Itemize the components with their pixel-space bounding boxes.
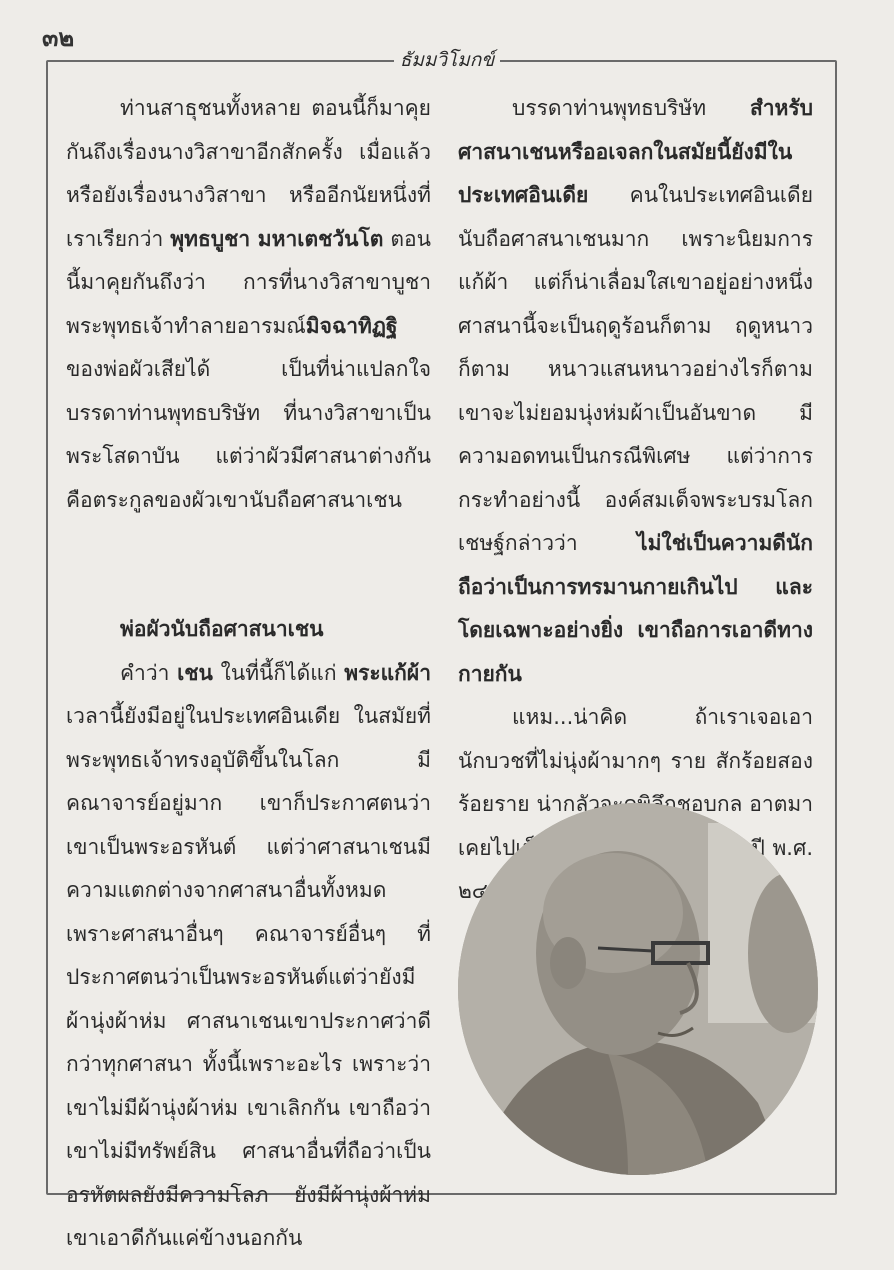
- bold-run: สำหรับศาสนาเชนหรืออเจลกในสมัยนี้ยังมีในประเทศอินเดีย: [458, 96, 813, 207]
- monk-photo: [458, 803, 818, 1175]
- bold-run: พระแก้ผ้า: [344, 660, 431, 685]
- text-run: ของพ่อผัวเสียได้ เป็นที่น่าแปลกใจ บรรดาท่านพุทธบริษัท ที่นางวิสาขาเป็นพระโสดาบัน แต่ว่าผัวมีศาสนาต่างกัน คือตระกูลของผัวเขานับถือศาสนาเชน: [66, 357, 431, 512]
- monk-portrait-illustration: [458, 803, 818, 1175]
- bold-run: ไม่ใช่เป็นความดีนัก ถือว่าเป็นการทรมานกายเกินไป และโดยเฉพาะอย่างยิ่ง เขาถือการเอาดีทางกายกัน: [458, 531, 813, 686]
- bold-run: มิจฉาทิฏฐิ: [305, 313, 398, 338]
- left-paragraph-2: [66, 652, 431, 1261]
- text-run: เวลานี้ยังมีอยู่ในประเทศอินเดีย ในสมัยที่พระพุทธเจ้าทรงอุบัติขึ้นในโลก มีคณาจารย์อยู่มาก เขาก็ประกาศตนว่าเขาเป็นพระอรหันต์ แต่ว่าศาสนาเชนมีความแตกต่างจากศาสนาอื่นทั้งหมด เพราะศาสนาอื่นๆ คณาจารย์อื่นๆ ที่ประกาศตนว่าเป็นพระอรหันต์แต่ว่ายังมีผ้านุ่งผ้าห่ม ศาสนาเชนเขาประกาศว่าดีกว่าทุกศาสนา ทั้งนี้เพราะอะไร เพราะว่าเขาไม่มีผ้านุ่งผ้าห่ม เขาเลิกกัน เขาถือว่าเขาไม่มีทรัพย์สิน ศาสนาอื่นที่ถือว่าเป็นอรหัตผลยังมีความโลภ ยังมีผ้านุ่งผ้าห่ม เขาเอาดีกันแค่ข้างนอกกัน: [66, 704, 431, 1250]
- text-run: บรรดาท่านพุทธบริษัท: [512, 96, 707, 120]
- bold-run: พุทธบูชา มหาเตชวันโต: [170, 226, 384, 251]
- right-paragraph-2: แหม...น่าคิด ถ้าเราเจอเอานักบวชที่ไม่นุ่งผ้ามากๆ ราย สักร้อยสอง: [458, 705, 813, 773]
- page-number: ๓๒: [42, 23, 75, 52]
- running-head: [0, 45, 894, 75]
- running-head-text: ธัมมวิโมกข์: [394, 49, 501, 71]
- left-column: [66, 87, 431, 1261]
- left-paragraph-1: [66, 87, 431, 522]
- text-run: คำว่า: [120, 660, 170, 685]
- bold-run: เชน: [177, 660, 213, 685]
- spacer: [66, 565, 431, 608]
- text-run: ท่านสาธุชนทั้งหลาย ตอนนี้ก็มาคุยกันถึงเรื่องนางวิสาขาอีกสักครั้ง เมื่อแล้วหรือยังเรื่องนางวิสาขา หรืออีกนัยหนึ่งที่เราเรียกว่า: [66, 96, 431, 251]
- text-run: ตอนนี้มาคุยกันถึงว่า การที่นางวิสาขาบูชาพระพุทธเจ้าทำลายอารมณ์: [66, 226, 431, 338]
- text-run: ในที่นี้ก็ได้แก่: [220, 660, 337, 685]
- text-run: คนในประเทศอินเดียนับถือศาสนาเชนมาก เพราะนิยมการแก้ผ้า แต่ก็น่าเลื่อมใสเขาอยู่อย่างหนึ่ง ศาสนานี้จะเป็นฤดูร้อนก็ตาม ฤดูหนาวก็ตาม หนาวแสนหนาวอย่างไรก็ตาม เขาจะไม่ยอมนุ่งห่มผ้าเป็นอันขาด มีความอดทนเป็นกรณีพิเศษ แต่ว่าการกระทำอย่างนี้ องค์สมเด็จพระบรมโลกเชษฐ์กล่าวว่า: [458, 183, 813, 555]
- right-paragraph-1: [458, 87, 813, 696]
- right-column: [458, 87, 813, 914]
- section-heading: พ่อผัวนับถือศาสนาเชน: [120, 617, 324, 641]
- spacer: [66, 522, 431, 565]
